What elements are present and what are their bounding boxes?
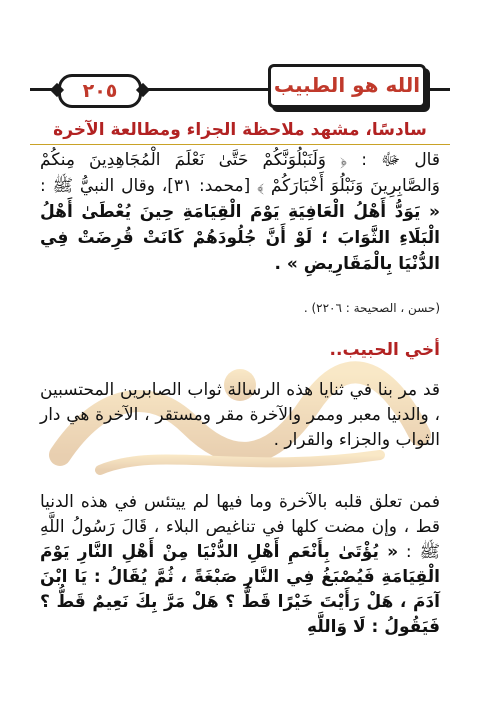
hadith-text: « يَوَدُّ أَهْلُ الْعَافِيَةِ يَوْمَ الْقِيَامَةِ حِينَ يُعْطَىٰ أَهْلُ الْبَلَاءِ الثَّوَابَ ؛ لَوْ أَنَّ جُلُودَهُمْ كَانَتْ قُرِضَتْ فِي الدُّنْيَا بِالْمَقَارِيضِ » .: [40, 202, 440, 274]
page-number: ٢٠٥: [58, 74, 142, 108]
page-header: [30, 60, 450, 106]
body-text: فمن تعلق قلبه بالآخرة وما فيها لم ييتئس في هذه الدنيا قط ، وإن مضت كلها في تناغيص البلاء ، قَالَ رَسُولُ اللَّهِ ﷺ :: [40, 492, 440, 562]
section-heading: سادسًا، مشهد ملاحظة الجزاء ومطالعة الآخرة: [30, 120, 450, 145]
subheading: أخي الحبيب..: [329, 340, 440, 360]
hadith-citation: (حسن ، الصحيحة : ٢٢٠٦) .: [303, 301, 440, 315]
paragraph-body-hadith: [40, 490, 440, 640]
verse-reference: [محمد: ٣١]، وقال النبيُّ ﷺ :: [40, 176, 258, 196]
intro-text: قال ﷻ :: [347, 150, 440, 170]
paragraph-quran-hadith: [40, 147, 440, 277]
running-title: الله هو الطبيب: [268, 64, 426, 108]
paragraph-body: قد مر بنا في ثنايا هذه الرسالة ثواب الصابرين المحتسبين ، والدنيا معبر وممر والآخرة مقر ومستقر ، الآخرة هي دار الثواب والجزاء والقرار .: [40, 380, 440, 450]
quran-verse: ﴿ وَلَنَبْلُوَنَّكُمْ حَتَّىٰ نَعْلَمَ الْمُجَاهِدِينَ مِنكُمْ وَالصَّابِرِينَ وَنَبْلُوَ أَخْبَارَكُمْ ﴾: [40, 150, 440, 196]
hadith-text-2: « يُؤْتَىٰ بِأَنْعَمِ أَهْلِ الدُّنْيَا مِنْ أَهْلِ النَّارِ يَوْمَ الْقِيَامَةِ فَيُصْبَغُ فِي النَّارِ صَبْغَةً ، ثُمَّ يُقَالُ : يَا ابْنَ آدَمَ ، هَلْ رَأَيْتَ خَيْرًا قَطُّ ؟ هَلْ مَرَّ بِكَ نَعِيمٌ قَطُّ ؟ فَيَقُولُ : لَا وَاللَّهِ: [40, 542, 440, 637]
